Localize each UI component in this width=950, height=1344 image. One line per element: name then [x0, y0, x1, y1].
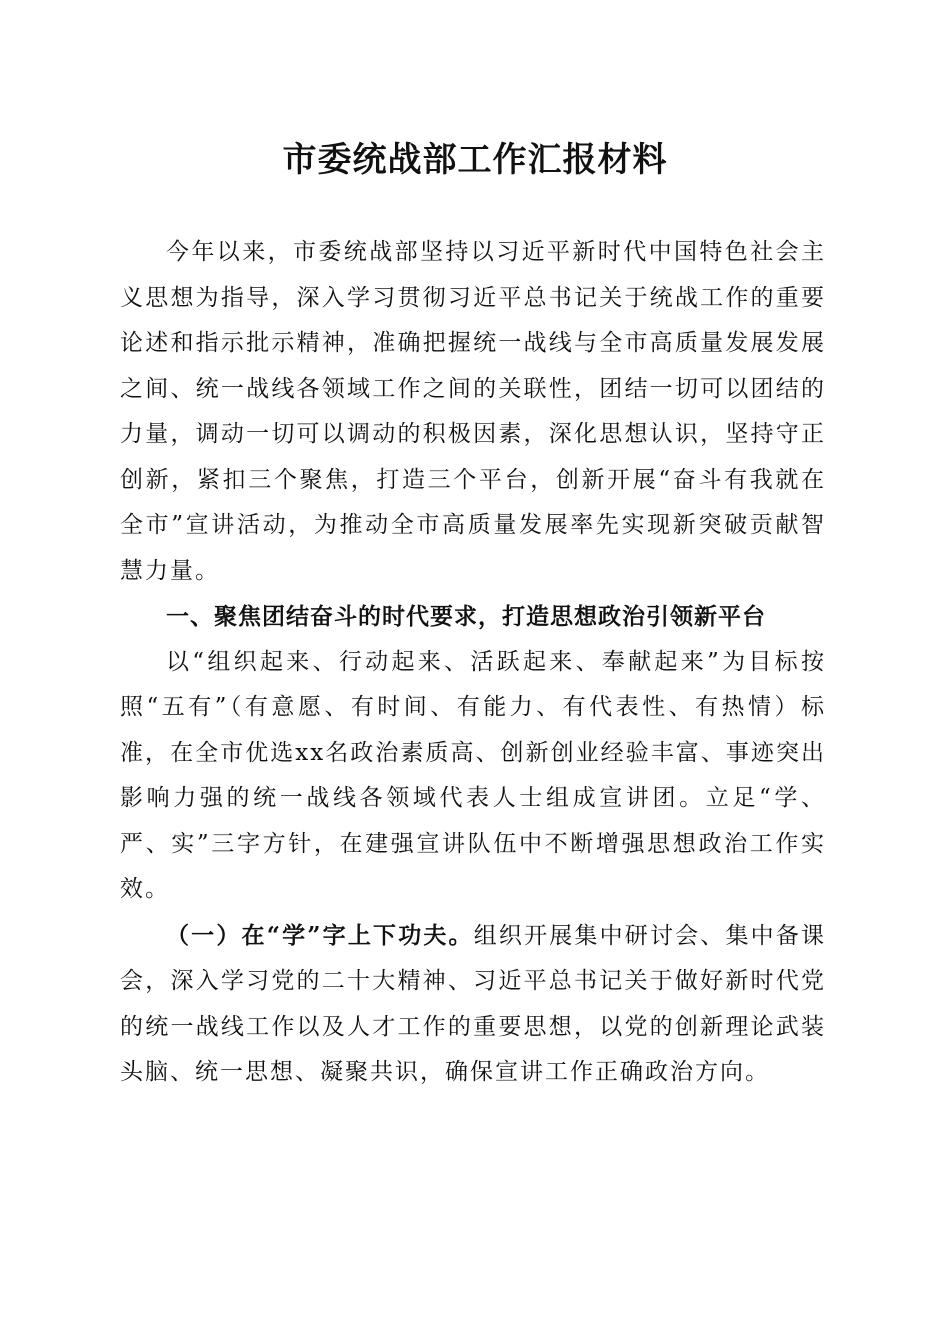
subsection-paragraph	[120, 913, 826, 1096]
section-heading: 一、聚焦团结奋斗的时代要求，打造思想政治引领新平台	[166, 603, 766, 630]
intro-paragraph: 今年以来，市委统战部坚持以习近平新时代中国特色社会主义思想为指导，深入学习贯彻习近平总书记关于统战工作的重要论述和指示批示精神，准确把握统一战线与全市高质量发展发展之间、统一战线各领域工作之间的关联性，团结一切可以团结的力量，调动一切可以调动的积极因素，深化思想认识，坚持守正创新，紧扣三个聚焦，打造三个平台，创新开展“奋斗有我就在全市”宣讲活动，为推动全市高质量发展率先实现新突破贡献智慧力量。	[120, 239, 826, 584]
section-paragraph: 以“组织起来、行动起来、活跃起来、奉献起来”为目标按照“五有”（有意愿、有时间、有能力、有代表性、有热情）标准，在全市优选xx名政治素质高、创新创业经验丰富、事迹突出影响力强的统一战线各领域代表人士组成宣讲团。立足“学、严、实”三字方针，在建强宣讲队伍中不断增强思想政治工作实效。	[120, 648, 826, 902]
subsection-lead: （一）在“学”字上下功夫。	[166, 921, 474, 949]
document-title: 市委统战部工作汇报材料	[282, 140, 668, 180]
subsection-text: 组织开展集中研讨会、集中备课会，深入学习党的二十大精神、习近平总书记关于做好新时代党的统一战线工作以及人才工作的重要思想，以党的创新理论武装头脑、统一思想、凝聚共识，确保宣讲工作正确政治方向。	[120, 922, 827, 1085]
document-body	[120, 230, 826, 1096]
